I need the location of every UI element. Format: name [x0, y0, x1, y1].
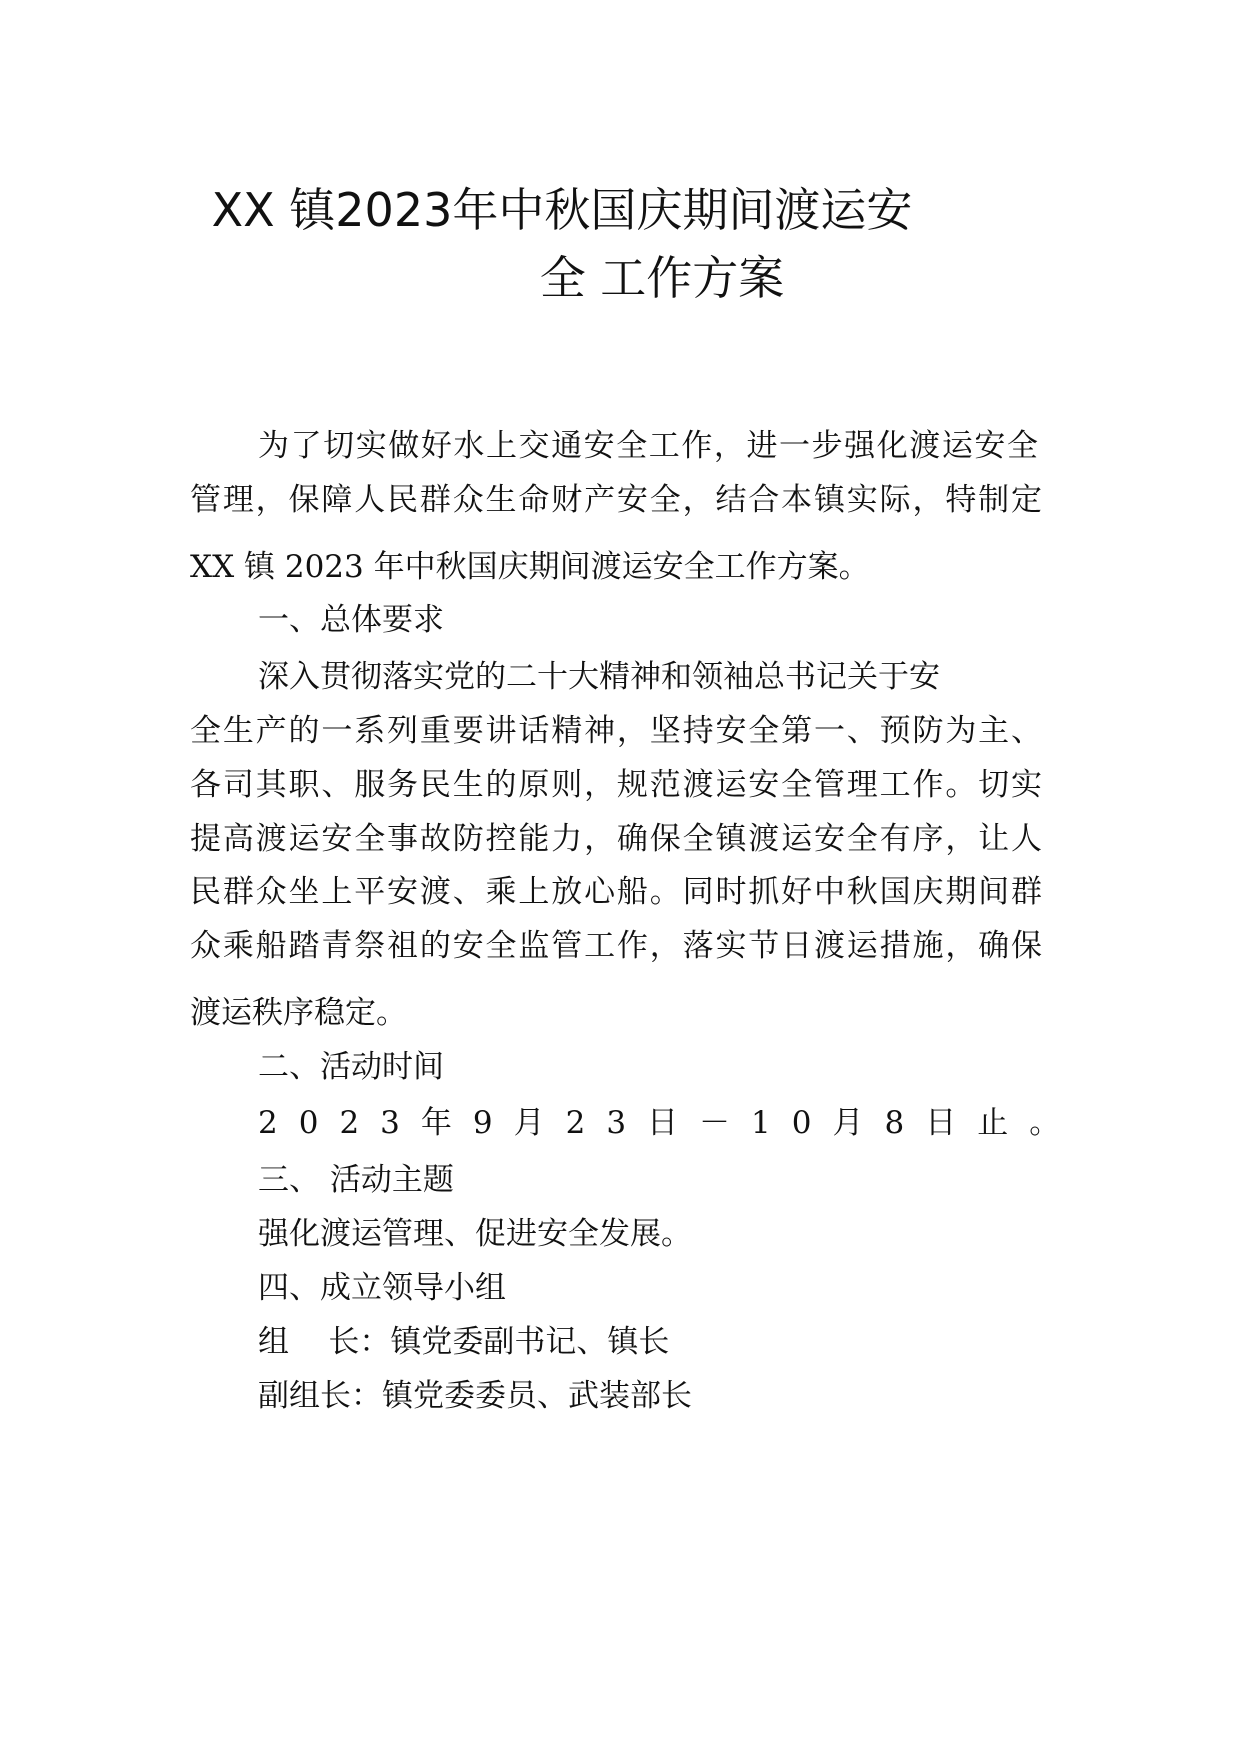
intro-line-2: 管理，保障人民群众生命财产安全，结合本镇实际，特制定	[190, 482, 1042, 518]
section1-line-1: 深入贯彻落实党的二十大精神和领袖总书记关于安	[258, 659, 940, 695]
section1-line-7: 渡运秩序稳定。	[190, 995, 407, 1031]
section3-body: 强化渡运管理、促进安全发展。	[258, 1216, 692, 1252]
section1-line-4: 提高渡运安全事故防控能力，确保全镇渡运安全有序，让人	[190, 821, 1042, 857]
deputy-leader-line: 副组长：镇党委委员、武装部长	[258, 1378, 692, 1414]
section1-line-3: 各司其职、服务民生的原则，规范渡运安全管理工作。切实	[190, 767, 1042, 803]
section1-heading: 一、总体要求	[258, 602, 444, 638]
leader-line: 组 长：镇党委副书记、镇长	[258, 1324, 670, 1360]
document-title-line-2: 全 工作方案	[539, 251, 785, 305]
section2-body: 2023年9月23日－10月8日止。	[258, 1105, 1082, 1141]
section1-line-2: 全生产的一系列重要讲话精神，坚持安全第一、预防为主、	[190, 713, 1042, 749]
section1-line-6: 众乘船踏青祭祖的安全监管工作，落实节日渡运措施，确保	[190, 928, 1042, 964]
section4-heading: 四、成立领导小组	[258, 1270, 506, 1306]
intro-line-1: 为了切实做好水上交通安全工作，进一步强化渡运安全	[258, 428, 1038, 464]
section1-line-5: 民群众坐上平安渡、乘上放心船。同时抓好中秋国庆期间群	[190, 874, 1042, 910]
section3-heading: 三、 活动主题	[258, 1162, 454, 1198]
document-title-line-1: XX 镇2023年中秋国庆期间渡运安	[211, 183, 913, 237]
intro-line-3: XX 镇 2023 年中秋国庆期间渡运安全工作方案。	[190, 549, 870, 585]
section2-heading: 二、活动时间	[258, 1049, 444, 1085]
